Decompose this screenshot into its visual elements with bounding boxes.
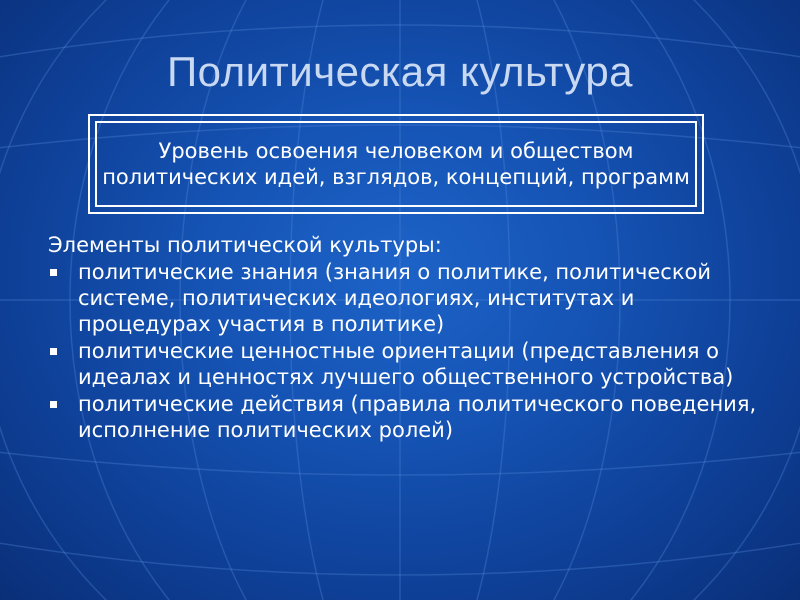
square-bullet-icon	[50, 401, 57, 408]
elements-list	[48, 259, 768, 444]
list-item	[48, 259, 768, 337]
slide-title: Политическая культура	[166, 48, 634, 95]
list-item-text: политические действия (правила политического поведения, исполнение политических ролей)	[78, 392, 757, 442]
list-item	[48, 338, 768, 390]
definition-box-inner	[95, 121, 697, 207]
list-item-text: политические ценностные ориентации (представления о идеалах и ценностях лучшего общественного устройства)	[78, 339, 734, 389]
square-bullet-icon	[50, 348, 57, 355]
definition-box	[88, 114, 704, 214]
definition-text: Уровень освоения человеком и обществом политических идей, взглядов, концепций, программ	[102, 139, 690, 189]
square-bullet-icon	[50, 269, 57, 276]
elements-heading: Элементы политической культуры:	[48, 233, 442, 257]
list-item-text: политические знания (знания о политике, политической системе, политических идеологиях, институтах и процедурах участия в политике)	[78, 260, 712, 336]
list-item	[48, 391, 768, 443]
